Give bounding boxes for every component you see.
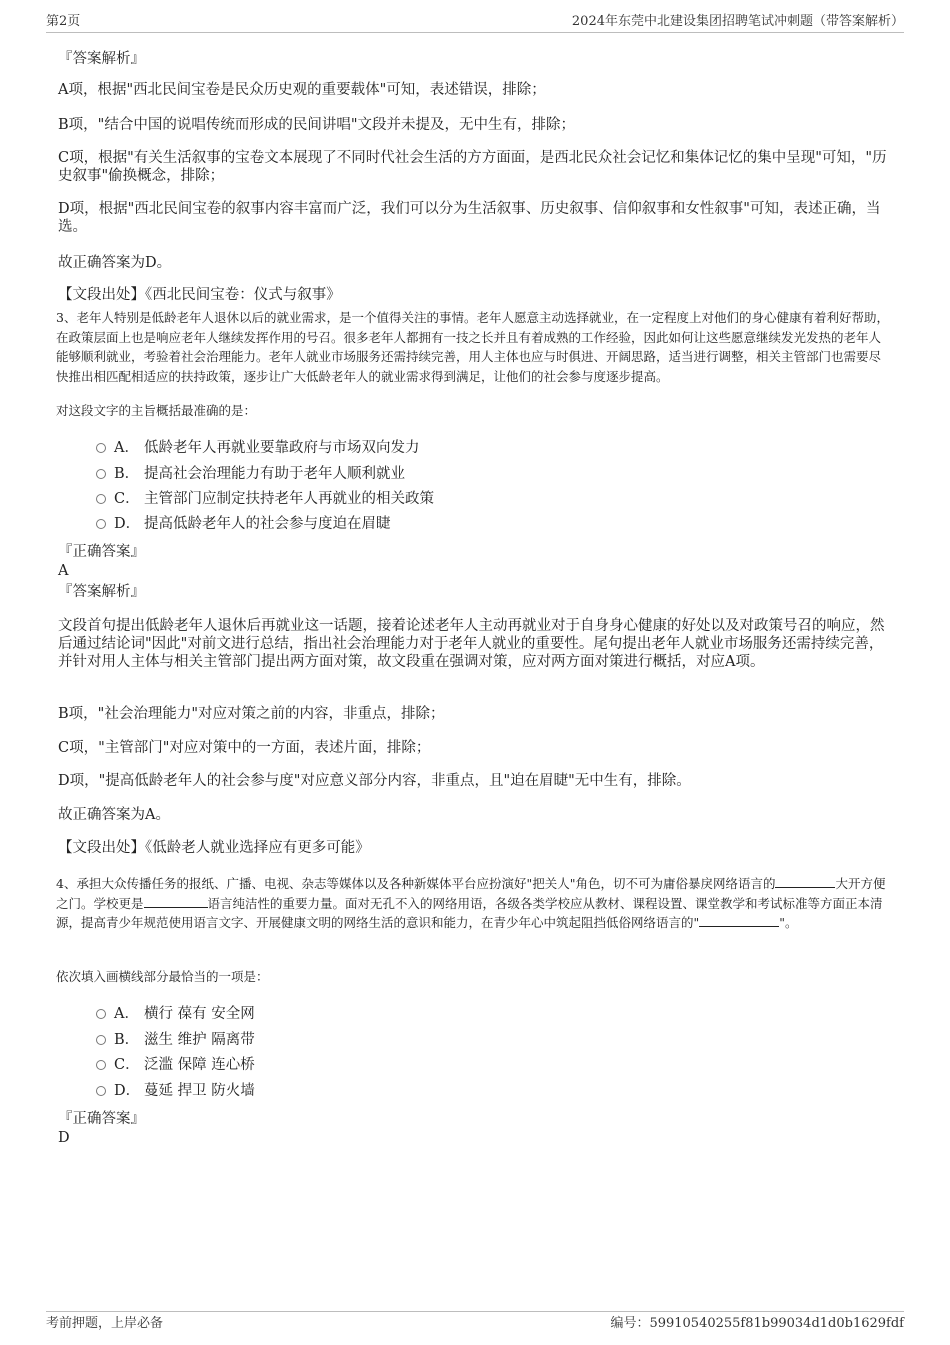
q3-analysis-c: C项，"主管部门"对应对策中的一方面，表述片面，排除； bbox=[58, 740, 431, 756]
q2-analysis-b: B项，"结合中国的说唱传统而形成的民间讲唱"文段并未提及，无中生有，排除； bbox=[58, 117, 575, 133]
q3-option-c[interactable]: C． 主管部门应制定扶持老年人再就业的相关政策 bbox=[96, 490, 434, 508]
document-title: 2024年东莞中北建设集团招聘笔试冲刺题（带答案解析） bbox=[571, 14, 904, 29]
q4-stem: 4、承担大众传播任务的报纸、广播、电视、杂志等媒体以及各种新媒体平台应扮演好"把关人"角色，切不可为庸俗暴戾网络语言的 大开方便之门。学校更是 语言纯洁性的重要力量。面对无孔不入的网络用语，各级各类学校应从教材、课程设置、课堂教学和考试标准等方面正本清源，提高青少年规范使用语言文字、开展健康文明的网络生活的意识和能力，在青少年心中筑起阻挡低俗网络语言的" "。 bbox=[56, 876, 886, 930]
blank-2 bbox=[144, 896, 208, 908]
blank-3 bbox=[699, 915, 779, 927]
footer-slogan: 考前押题，上岸必备 bbox=[46, 1316, 164, 1331]
q3-analysis-b: B项，"社会治理能力"对应对策之前的内容，非重点，排除； bbox=[58, 706, 445, 722]
q3-correct-answer: A bbox=[58, 563, 69, 579]
document-id: 编号：59910540255f81b99034d1d0b1629fdf bbox=[610, 1316, 904, 1331]
q4-option-c[interactable]: C． 泛滥 保障 连心桥 bbox=[96, 1056, 255, 1074]
q2-analysis-a: A项，根据"西北民间宝卷是民众历史观的重要载体"可知，表述错误，排除； bbox=[58, 82, 546, 98]
radio-icon[interactable] bbox=[96, 1009, 106, 1019]
q2-analysis-d: D项，根据"西北民间宝卷的叙事内容丰富而广泛，我们可以分为生活叙事、历史叙事、信仰叙事和女性叙事"可知，表述正确，当选。 bbox=[58, 201, 881, 235]
q4-option-a[interactable]: A． 横行 葆有 安全网 bbox=[96, 1005, 255, 1023]
radio-icon[interactable] bbox=[96, 1060, 106, 1070]
q4-question: 依次填入画横线部分最恰当的一项是： bbox=[56, 969, 269, 984]
q4-correct-answer: D bbox=[58, 1130, 70, 1146]
q3-stem: 3、老年人特别是低龄老年人退休以后的就业需求，是一个值得关注的事情。老年人愿意主动选择就业，在一定程度上对他们的身心健康有着利好帮助，在政策层面上也是响应老年人继续发挥作用的号召。很多老年人都拥有一技之长并且有着成熟的工作经验，因此如何让这些愿意继续发光发热的老年人能够顺利就业，考验着社会治理能力。老年人就业市场服务还需持续完善，用人主体也应与时俱进、开阔思路，适当进行调整，相关主管部门也需要尽快推出相匹配相适应的扶持政策，逐步让广大低龄老年人的就业需求得到满足，让他们的社会参与度逐步提高。 bbox=[56, 310, 889, 384]
radio-icon[interactable] bbox=[96, 1086, 106, 1096]
page-footer bbox=[46, 1311, 904, 1334]
q3-analysis-label: 『答案解析』 bbox=[58, 584, 145, 600]
q4-option-b[interactable]: B． 滋生 维护 隔离带 bbox=[96, 1031, 255, 1049]
q2-source: 【文段出处】《西北民间宝卷：仪式与叙事》 bbox=[58, 287, 341, 303]
radio-icon[interactable] bbox=[96, 519, 106, 529]
q4-correct-label: 『正确答案』 bbox=[58, 1111, 145, 1127]
q3-source: 【文段出处】《低龄老人就业选择应有更多可能》 bbox=[58, 840, 370, 856]
q3-analysis-d: D项，"提高低龄老年人的社会参与度"对应意义部分内容，非重点，且"迫在眉睫"无中生有，排除。 bbox=[58, 773, 691, 789]
q2-conclusion: 故正确答案为D。 bbox=[58, 255, 172, 271]
q3-question: 对这段文字的主旨概括最准确的是： bbox=[56, 403, 257, 418]
q3-correct-label: 『正确答案』 bbox=[58, 544, 145, 560]
radio-icon[interactable] bbox=[96, 443, 106, 453]
radio-icon[interactable] bbox=[96, 494, 106, 504]
radio-icon[interactable] bbox=[96, 469, 106, 479]
page-header bbox=[46, 14, 904, 33]
q3-conclusion: 故正确答案为A。 bbox=[58, 807, 170, 823]
q2-analysis-c: C项，根据"有关生活叙事的宝卷文本展现了不同时代社会生活的方方面面，是西北民众社会记忆和集体记忆的集中呈现"可知，"历史叙事"偷换概念，排除； bbox=[58, 150, 887, 184]
page-number: 第2页 bbox=[46, 14, 81, 29]
q2-analysis-label: 『答案解析』 bbox=[58, 51, 145, 67]
q4-option-d[interactable]: D． 蔓延 捍卫 防火墙 bbox=[96, 1082, 255, 1100]
q3-option-b[interactable]: B． 提高社会治理能力有助于老年人顺利就业 bbox=[96, 465, 405, 483]
radio-icon[interactable] bbox=[96, 1035, 106, 1045]
q3-analysis-main: 文段首句提出低龄老年人退休后再就业这一话题，接着论述老年人主动再就业对于自身身心健康的好处以及对政策号召的响应，然后通过结论词"因此"对前文进行总结，指出社会治理能力对于老年人就业的重要性。尾句提出老年人就业市场服务还需持续完善，并针对用人主体与相关主管部门提出两方面对策，故文段重在强调对策，应对两方面对策进行概括，对应A项。 bbox=[58, 618, 885, 670]
blank-1 bbox=[775, 876, 835, 888]
q3-option-d[interactable]: D． 提高低龄老年人的社会参与度迫在眉睫 bbox=[96, 515, 391, 533]
q3-option-a[interactable]: A． 低龄老年人再就业要靠政府与市场双向发力 bbox=[96, 439, 420, 457]
